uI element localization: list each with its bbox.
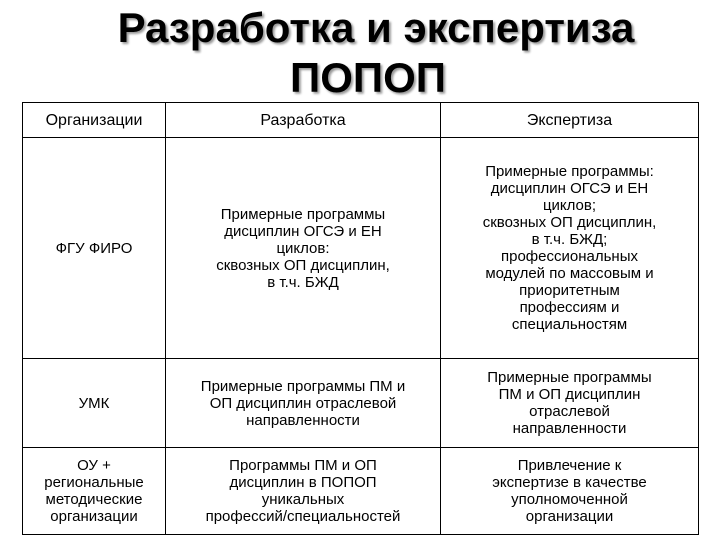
table-row [23,359,699,448]
org-cell: ОУ + региональные методические организации [23,448,166,535]
table-row [23,138,699,359]
expertise-cell: Примерные программы: дисциплин ОГСЭ и ЕН циклов; сквозных ОП дисциплин, в т.ч. БЖД; профессиональных модулей по массовым и приоритетным профессиям и специальностям [441,138,699,359]
table-row [23,448,699,535]
development-cell: Программы ПМ и ОП дисциплин в ПОПОП уникальных профессий/специальностей [166,448,441,535]
development-cell: Примерные программы ПМ и ОП дисциплин отраслевой направленности [166,359,441,448]
header-development: Разработка [166,103,441,138]
development-expertise-table [22,102,699,535]
slide-title-line-1: Разработка и экспертиза [117,4,635,51]
header-expertise: Экспертиза [441,103,699,138]
table-header-row [23,103,699,138]
expertise-cell: Привлечение к экспертизе в качестве уполномоченной организации [441,448,699,535]
expertise-cell: Примерные программы ПМ и ОП дисциплин отраслевой направленности [441,359,699,448]
org-cell: УМК [23,359,166,448]
header-organizations: Организации [23,103,166,138]
development-cell: Примерные программы дисциплин ОГСЭ и ЕН циклов: сквозных ОП дисциплин, в т.ч. БЖД [166,138,441,359]
slide-title-line-2: ПОПОП [290,54,446,101]
org-cell: ФГУ ФИРО [23,138,166,359]
